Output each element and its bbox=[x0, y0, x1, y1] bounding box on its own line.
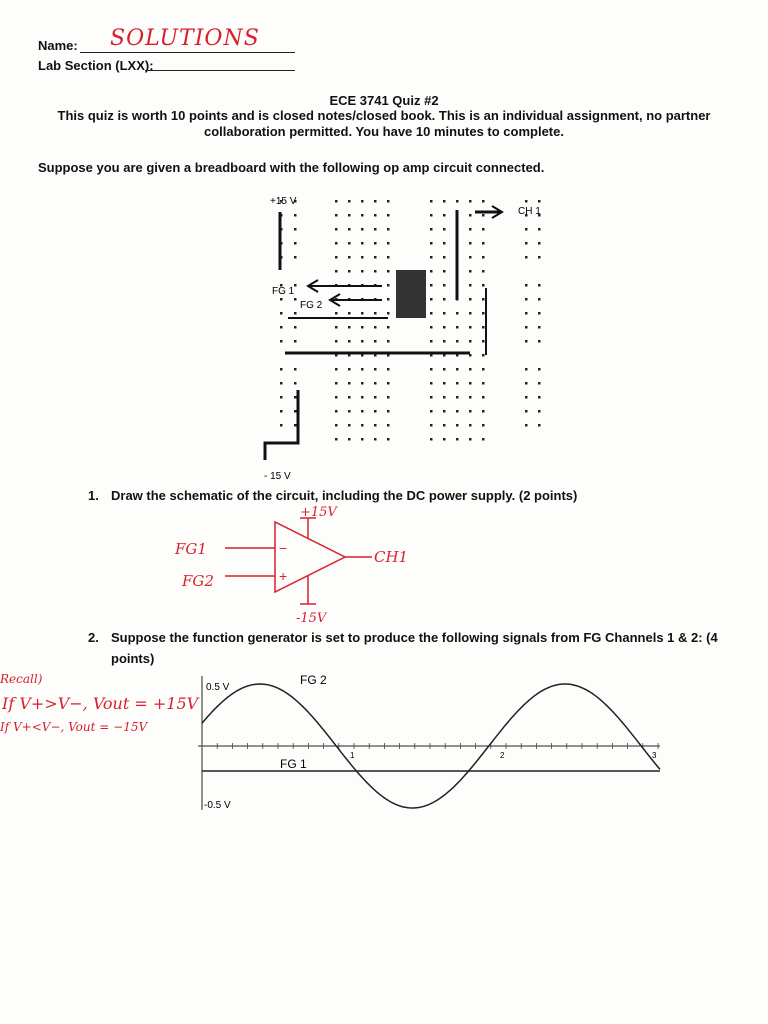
breadboard-hole bbox=[294, 424, 297, 427]
breadboard-hole bbox=[430, 368, 433, 371]
breadboard-hole bbox=[430, 396, 433, 399]
breadboard-hole bbox=[335, 228, 338, 231]
breadboard-hole bbox=[387, 270, 390, 273]
breadboard-hole bbox=[374, 340, 377, 343]
breadboard-hole bbox=[335, 382, 338, 385]
minus15-label: - 15 V bbox=[264, 471, 291, 480]
breadboard-hole bbox=[294, 228, 297, 231]
breadboard-hole bbox=[361, 228, 364, 231]
breadboard-hole bbox=[335, 368, 338, 371]
breadboard-hole bbox=[430, 410, 433, 413]
breadboard-hole bbox=[482, 256, 485, 259]
breadboard-hole bbox=[469, 228, 472, 231]
breadboard-hole bbox=[280, 312, 283, 315]
breadboard-hole bbox=[374, 214, 377, 217]
breadboard-hole bbox=[387, 382, 390, 385]
breadboard-hole bbox=[443, 200, 446, 203]
breadboard-hole bbox=[482, 410, 485, 413]
breadboard-hole bbox=[374, 382, 377, 385]
breadboard-hole bbox=[387, 228, 390, 231]
tick-label-3: 3 bbox=[652, 751, 657, 760]
breadboard-hole bbox=[469, 438, 472, 441]
breadboard-hole bbox=[456, 312, 459, 315]
breadboard-hole bbox=[525, 298, 528, 301]
opamp-schematic bbox=[160, 500, 440, 630]
breadboard-hole bbox=[348, 312, 351, 315]
bottom-voltage-label: -0.5 V bbox=[204, 800, 231, 811]
breadboard-hole bbox=[443, 424, 446, 427]
breadboard-hole bbox=[482, 214, 485, 217]
q2-line2: points) bbox=[111, 651, 155, 666]
breadboard-hole bbox=[348, 424, 351, 427]
breadboard-hole bbox=[430, 228, 433, 231]
breadboard-hole bbox=[443, 256, 446, 259]
recall-line1: If V+>V−, Vout = +15V bbox=[2, 694, 199, 713]
breadboard-hole bbox=[374, 242, 377, 245]
breadboard-hole bbox=[430, 214, 433, 217]
q1-text: Draw the schematic of the circuit, including the DC power supply. (2 points) bbox=[111, 488, 578, 503]
breadboard-hole bbox=[280, 424, 283, 427]
breadboard-hole bbox=[430, 284, 433, 287]
breadboard-hole bbox=[456, 410, 459, 413]
breadboard-hole bbox=[469, 214, 472, 217]
breadboard-hole bbox=[374, 256, 377, 259]
breadboard-hole bbox=[294, 368, 297, 371]
breadboard-hole bbox=[294, 396, 297, 399]
breadboard-hole bbox=[443, 368, 446, 371]
breadboard-hole bbox=[335, 396, 338, 399]
breadboard-hole bbox=[469, 312, 472, 315]
breadboard-hole bbox=[335, 214, 338, 217]
breadboard-hole bbox=[469, 382, 472, 385]
schem-fg2: FG2 bbox=[182, 572, 214, 590]
breadboard-hole bbox=[361, 340, 364, 343]
breadboard-hole bbox=[335, 270, 338, 273]
breadboard-hole bbox=[538, 368, 541, 371]
breadboard-hole bbox=[430, 298, 433, 301]
breadboard-hole bbox=[374, 396, 377, 399]
breadboard-hole bbox=[525, 256, 528, 259]
name-handwriting: SOLUTIONS bbox=[110, 26, 260, 51]
breadboard-hole bbox=[294, 242, 297, 245]
breadboard-hole bbox=[374, 410, 377, 413]
breadboard-hole bbox=[456, 200, 459, 203]
schem-plus-sign: + bbox=[279, 568, 288, 584]
recall-title: Recall) bbox=[0, 672, 43, 686]
breadboard-hole bbox=[387, 242, 390, 245]
q2-number: 2. bbox=[88, 630, 99, 645]
schem-minus15: -15V bbox=[296, 611, 327, 626]
breadboard-hole bbox=[443, 214, 446, 217]
recall-line2: If V+<V−, Vout = −15V bbox=[0, 720, 148, 734]
breadboard-hole bbox=[335, 312, 338, 315]
breadboard-hole bbox=[374, 270, 377, 273]
breadboard-hole bbox=[443, 340, 446, 343]
breadboard-hole bbox=[456, 382, 459, 385]
breadboard-hole bbox=[538, 284, 541, 287]
breadboard-hole bbox=[469, 326, 472, 329]
breadboard-hole bbox=[374, 326, 377, 329]
breadboard-hole bbox=[361, 396, 364, 399]
breadboard-hole bbox=[294, 340, 297, 343]
breadboard-hole bbox=[294, 326, 297, 329]
top-voltage-label: 0.5 V bbox=[206, 682, 230, 693]
breadboard-hole bbox=[335, 326, 338, 329]
breadboard-hole bbox=[294, 382, 297, 385]
breadboard-hole bbox=[387, 214, 390, 217]
ch1-label: CH 1 bbox=[518, 206, 541, 217]
section-label: Lab Section (LXX): bbox=[38, 58, 154, 73]
breadboard-hole bbox=[374, 438, 377, 441]
breadboard-hole bbox=[361, 214, 364, 217]
fg2-label: FG 2 bbox=[300, 673, 327, 687]
breadboard-hole bbox=[430, 424, 433, 427]
schem-plus15: +15V bbox=[300, 505, 337, 520]
breadboard-hole bbox=[525, 228, 528, 231]
breadboard-hole bbox=[430, 340, 433, 343]
breadboard-hole bbox=[525, 284, 528, 287]
breadboard-hole bbox=[348, 438, 351, 441]
breadboard-hole bbox=[335, 410, 338, 413]
breadboard-hole bbox=[374, 200, 377, 203]
breadboard-hole bbox=[469, 368, 472, 371]
breadboard-hole bbox=[469, 284, 472, 287]
breadboard-hole bbox=[387, 410, 390, 413]
breadboard-hole bbox=[538, 298, 541, 301]
name-line bbox=[80, 52, 295, 53]
breadboard-hole bbox=[280, 340, 283, 343]
breadboard-hole bbox=[538, 396, 541, 399]
breadboard-hole bbox=[348, 200, 351, 203]
breadboard-hole bbox=[538, 200, 541, 203]
breadboard-hole bbox=[538, 228, 541, 231]
instructions-line1: This quiz is worth 10 points and is closed notes/closed book. This is an individual assignment, no partner bbox=[57, 108, 711, 123]
breadboard-hole bbox=[387, 368, 390, 371]
breadboard-hole bbox=[443, 312, 446, 315]
breadboard-hole bbox=[538, 312, 541, 315]
breadboard-hole bbox=[443, 228, 446, 231]
breadboard-hole bbox=[361, 368, 364, 371]
fg2-label: FG 2 bbox=[300, 300, 323, 311]
breadboard-hole bbox=[469, 340, 472, 343]
breadboard-hole bbox=[443, 270, 446, 273]
breadboard-hole bbox=[348, 256, 351, 259]
op-amp-chip bbox=[396, 270, 426, 318]
breadboard-hole bbox=[482, 424, 485, 427]
breadboard-hole bbox=[374, 228, 377, 231]
breadboard-hole bbox=[335, 242, 338, 245]
breadboard-hole bbox=[430, 312, 433, 315]
breadboard-hole bbox=[482, 354, 485, 357]
breadboard-hole bbox=[443, 284, 446, 287]
fg1-wave-label: FG 1 bbox=[280, 757, 307, 771]
section-line bbox=[145, 70, 295, 71]
breadboard-hole bbox=[348, 410, 351, 413]
breadboard-hole bbox=[482, 396, 485, 399]
schem-ch1: CH1 bbox=[374, 548, 409, 566]
breadboard-hole bbox=[361, 326, 364, 329]
breadboard-hole bbox=[525, 396, 528, 399]
breadboard-hole bbox=[538, 410, 541, 413]
breadboard-hole bbox=[469, 298, 472, 301]
breadboard-hole bbox=[294, 312, 297, 315]
q1-number: 1. bbox=[88, 488, 99, 503]
breadboard-hole bbox=[538, 242, 541, 245]
breadboard-hole bbox=[525, 368, 528, 371]
breadboard-hole bbox=[538, 382, 541, 385]
breadboard-hole bbox=[387, 396, 390, 399]
breadboard-hole bbox=[348, 340, 351, 343]
tick-label-2: 2 bbox=[500, 751, 505, 760]
breadboard-hole bbox=[280, 410, 283, 413]
breadboard-hole bbox=[280, 382, 283, 385]
breadboard-hole bbox=[525, 312, 528, 315]
breadboard-hole bbox=[387, 284, 390, 287]
breadboard-hole bbox=[348, 228, 351, 231]
breadboard-hole bbox=[443, 242, 446, 245]
intro-text: Suppose you are given a breadboard with the following op amp circuit connected. bbox=[38, 160, 545, 175]
breadboard-hole bbox=[538, 256, 541, 259]
breadboard-figure bbox=[260, 190, 560, 480]
breadboard-hole bbox=[482, 284, 485, 287]
breadboard-hole bbox=[525, 424, 528, 427]
breadboard-hole bbox=[482, 312, 485, 315]
plus15-label: +15 V bbox=[270, 196, 297, 207]
breadboard-hole bbox=[374, 424, 377, 427]
breadboard-hole bbox=[387, 438, 390, 441]
breadboard-hole bbox=[374, 312, 377, 315]
breadboard-hole bbox=[294, 410, 297, 413]
breadboard-hole bbox=[348, 382, 351, 385]
breadboard-hole bbox=[294, 298, 297, 301]
breadboard-hole bbox=[294, 256, 297, 259]
breadboard-holes bbox=[280, 200, 541, 441]
breadboard-hole bbox=[387, 340, 390, 343]
breadboard-hole bbox=[430, 256, 433, 259]
breadboard-hole bbox=[387, 256, 390, 259]
name-label: Name: bbox=[38, 38, 78, 53]
breadboard-hole bbox=[387, 200, 390, 203]
breadboard-hole bbox=[525, 340, 528, 343]
breadboard-hole bbox=[361, 410, 364, 413]
breadboard-hole bbox=[538, 424, 541, 427]
breadboard-hole bbox=[335, 438, 338, 441]
breadboard-hole bbox=[482, 340, 485, 343]
breadboard-hole bbox=[456, 368, 459, 371]
breadboard-hole bbox=[443, 438, 446, 441]
breadboard-hole bbox=[469, 256, 472, 259]
breadboard-hole bbox=[335, 340, 338, 343]
breadboard-hole bbox=[387, 424, 390, 427]
breadboard-hole bbox=[430, 270, 433, 273]
breadboard-hole bbox=[482, 326, 485, 329]
q2-line1: Suppose the function generator is set to produce the following signals from FG Channels 1 & 2: (4 bbox=[111, 630, 718, 645]
breadboard-hole bbox=[348, 368, 351, 371]
breadboard-hole bbox=[280, 326, 283, 329]
breadboard-hole bbox=[525, 326, 528, 329]
breadboard-hole bbox=[456, 424, 459, 427]
breadboard-hole bbox=[525, 242, 528, 245]
breadboard-hole bbox=[469, 396, 472, 399]
breadboard-hole bbox=[387, 312, 390, 315]
breadboard-hole bbox=[294, 284, 297, 287]
breadboard-hole bbox=[538, 326, 541, 329]
fg1-label: FG 1 bbox=[272, 286, 295, 297]
breadboard-hole bbox=[443, 326, 446, 329]
breadboard-hole bbox=[361, 242, 364, 245]
breadboard-hole bbox=[482, 228, 485, 231]
breadboard-hole bbox=[280, 396, 283, 399]
breadboard-hole bbox=[387, 326, 390, 329]
instructions-line2: collaboration permitted. You have 10 minutes to complete. bbox=[204, 124, 564, 139]
breadboard-hole bbox=[443, 410, 446, 413]
breadboard-hole bbox=[469, 242, 472, 245]
breadboard-hole bbox=[525, 200, 528, 203]
breadboard-hole bbox=[456, 438, 459, 441]
breadboard-hole bbox=[335, 200, 338, 203]
breadboard-hole bbox=[335, 424, 338, 427]
schem-minus-sign: − bbox=[279, 540, 288, 556]
tick-label-1: 1 bbox=[350, 751, 355, 760]
breadboard-hole bbox=[430, 200, 433, 203]
breadboard-hole bbox=[443, 298, 446, 301]
breadboard-hole bbox=[361, 270, 364, 273]
breadboard-hole bbox=[469, 424, 472, 427]
breadboard-hole bbox=[443, 382, 446, 385]
breadboard-hole bbox=[361, 256, 364, 259]
breadboard-hole bbox=[430, 326, 433, 329]
breadboard-hole bbox=[361, 424, 364, 427]
breadboard-hole bbox=[443, 396, 446, 399]
breadboard-hole bbox=[456, 326, 459, 329]
breadboard-hole bbox=[294, 214, 297, 217]
breadboard-hole bbox=[482, 298, 485, 301]
breadboard-hole bbox=[335, 256, 338, 259]
breadboard-hole bbox=[482, 438, 485, 441]
breadboard-hole bbox=[482, 382, 485, 385]
breadboard-hole bbox=[525, 382, 528, 385]
breadboard-hole bbox=[456, 340, 459, 343]
breadboard-hole bbox=[538, 340, 541, 343]
schem-fg1: FG1 bbox=[175, 540, 207, 558]
breadboard-hole bbox=[387, 298, 390, 301]
breadboard-hole bbox=[361, 312, 364, 315]
breadboard-hole bbox=[469, 410, 472, 413]
breadboard-hole bbox=[280, 298, 283, 301]
breadboard-hole bbox=[469, 200, 472, 203]
breadboard-hole bbox=[348, 326, 351, 329]
breadboard-hole bbox=[348, 242, 351, 245]
breadboard-hole bbox=[456, 396, 459, 399]
breadboard-hole bbox=[482, 368, 485, 371]
breadboard-hole bbox=[430, 438, 433, 441]
breadboard-hole bbox=[482, 200, 485, 203]
breadboard-hole bbox=[348, 396, 351, 399]
breadboard-hole bbox=[430, 382, 433, 385]
breadboard-hole bbox=[525, 410, 528, 413]
quiz-title: ECE 3741 Quiz #2 bbox=[329, 93, 439, 108]
breadboard-hole bbox=[482, 270, 485, 273]
breadboard-hole bbox=[482, 242, 485, 245]
waveform-plot bbox=[190, 668, 670, 818]
breadboard-hole bbox=[469, 270, 472, 273]
breadboard-hole bbox=[361, 382, 364, 385]
breadboard-hole bbox=[348, 214, 351, 217]
breadboard-hole bbox=[430, 242, 433, 245]
breadboard-hole bbox=[280, 368, 283, 371]
breadboard-hole bbox=[361, 200, 364, 203]
breadboard-hole bbox=[374, 368, 377, 371]
breadboard-hole bbox=[361, 438, 364, 441]
breadboard-hole bbox=[348, 270, 351, 273]
